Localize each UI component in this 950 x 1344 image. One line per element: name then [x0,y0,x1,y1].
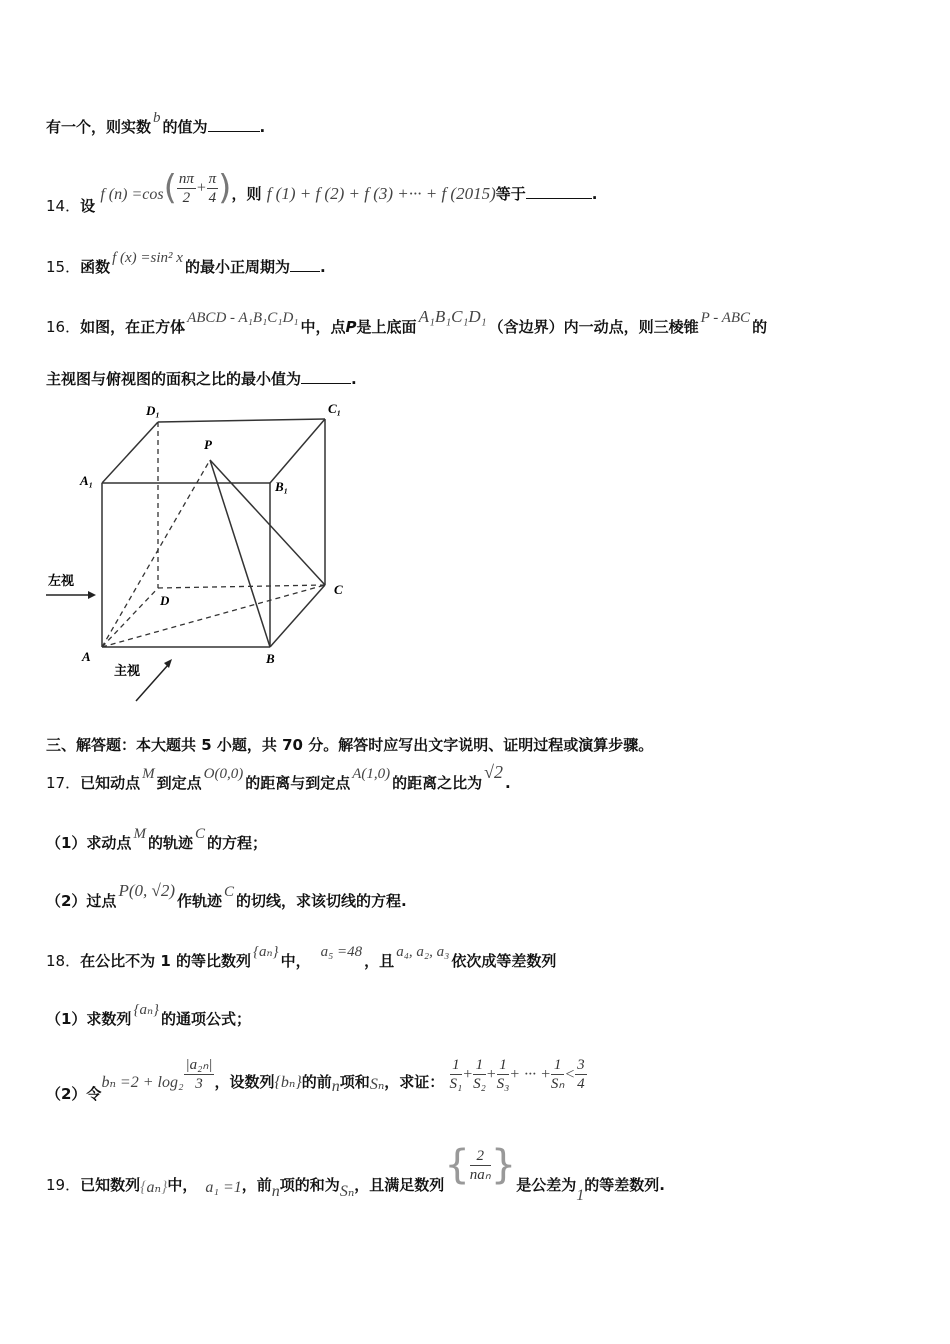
brace-open: { [444,1142,470,1188]
part-label: （2）过点 [46,892,117,910]
brace-close: } [490,1142,517,1188]
formula-a1: a₁ =1 [205,1178,242,1196]
formula-terms: a₄, a₂, a₃ [396,944,450,960]
question-18-part1 [46,1002,910,1029]
fraction-3-4 [575,1056,587,1093]
q18-text: 依次成等差数列 [451,952,557,970]
frac-top: 1 [473,1056,486,1075]
point-O: O(0,0) [203,766,244,782]
edge-PA [102,460,210,647]
front-view-arrow [136,665,168,701]
q19-text: 是公差为 [516,1175,577,1194]
question-number: 19． [46,1175,81,1194]
var-n: n [331,1078,340,1095]
question-19 [46,1142,910,1204]
q14-lead: 设 [80,196,96,215]
frac-bot: S₃ [496,1076,510,1092]
frac-bot: 4 [208,189,217,206]
label-front-view: 主视 [114,664,141,679]
q17-text: 的距离之比为 [392,774,483,792]
arrow-head-icon [164,659,172,668]
part-text: 的通项公式； [161,1010,252,1028]
point-P: P(0, √2) [118,881,175,900]
plus-sign: + [485,1066,497,1083]
q16-text: 的 [752,318,768,336]
question-14 [46,168,910,215]
question-number: 18． [46,952,81,970]
question-17-part1 [46,826,910,853]
period: . [259,118,266,136]
part-text: ，设数列 [214,1073,275,1091]
formula-sin2: f (x) =sin² x [112,250,183,266]
formula-face: A₁B₁C₁D₁ [418,307,487,326]
frac-top: 1 [497,1056,510,1075]
question-16-line2 [46,368,910,389]
period: . [351,370,357,388]
period: . [505,774,511,792]
q15-lead: 函数 [80,258,111,276]
less-than: < [564,1066,576,1083]
q19-text: 已知数列 [80,1175,141,1194]
var-n: n [271,1182,280,1200]
label-B: B [266,651,275,666]
var-C: C [224,884,235,900]
answer-blank[interactable] [290,258,320,272]
brace-open: { [140,1178,147,1196]
frac-top: nπ [178,170,194,187]
formula-cube: ABCD - A₁B₁C₁D₁ [187,310,299,326]
question-18-part2 [46,1056,910,1106]
question-number: 14． [46,196,81,215]
part-text: ，求证： [384,1073,445,1091]
edge-B1C1 [270,419,325,483]
fraction-pi-4 [207,170,219,207]
seq-a: {aₙ} [252,944,279,960]
part-text: 的轨迹 [147,834,193,852]
fraction-npi-2 [177,170,196,207]
formula-sum: f (1) + f (2) + f (3) +··· + f (2015) [266,183,496,203]
label-D1: D₁ [146,403,160,418]
edge-DC [158,585,325,588]
plus-sign: + [462,1066,474,1083]
period: . [591,184,598,203]
q15-tail: 的最小正周期为 [184,258,290,276]
plus-sign: + [195,179,207,197]
fraction-1-S1 [450,1056,463,1093]
var-b: b [153,110,161,126]
q19-text: 的等差数列. [584,1175,665,1194]
q16-text: 中，点 [300,318,346,336]
answer-blank[interactable] [208,118,260,132]
q19-text: 项的和为 [279,1175,340,1194]
question-number: 15． [46,258,81,276]
label-B1: B₁ [275,479,289,494]
left-paren: ( [163,168,177,208]
var-S: Sₙ [369,1076,385,1093]
part-label: （1）求动点 [46,834,132,852]
label-A1: A₁ [80,473,94,488]
var-S: Sₙ [339,1182,355,1200]
frac-top: π [208,170,217,187]
q17-text: 的距离与到定点 [245,774,351,792]
q16-text: 主视图与俯视图的面积之比的最小值为 [46,370,302,388]
frac-top: 3 [577,1057,585,1073]
period: . [319,258,326,276]
edge-D1C1 [158,419,325,422]
part-text: 作轨迹 [176,892,222,910]
part-text: 的方程； [206,834,267,852]
common-difference: 1 [576,1186,585,1204]
frac-bot: S₂ [473,1076,486,1092]
frac-top: 1 [551,1056,564,1075]
label-P: P [204,437,212,452]
q18-text: 中， [280,952,311,970]
fraction-2-nan [470,1147,491,1184]
answer-blank[interactable] [526,185,592,199]
question-18 [46,944,910,971]
part-text: 的切线，求该切线的方程. [236,892,407,910]
formula-a5: a₅ =48 [320,944,363,960]
q18-text: 在公比不为 1 的等比数列 [80,952,251,970]
label-A: A [82,649,91,664]
label-C1: C₁ [328,401,342,416]
edge-AC [102,585,325,647]
q14-mid: ，则 [231,184,262,203]
question-16 [46,307,910,337]
section-3-heading [46,734,910,755]
frac-bot: S₁ [449,1076,463,1092]
dots: + ··· + [509,1066,551,1083]
section-heading-text: 三、解答题：本大题共 5 小题，共 70 分。解答时应写出文字说明、证明过程或演算步骤。 [46,736,654,754]
frac-bot: 2 [182,189,191,206]
frac-top: 1 [450,1056,463,1075]
question-number: 16． [46,318,81,336]
var-M: M [133,826,146,842]
q17-text: 到定点 [156,774,202,792]
q18-text: ，且 [364,952,395,970]
formula-pyramid: P - ABC [700,310,751,326]
formula-b: bₙ =2 + log₂ [101,1074,184,1091]
question-17 [46,762,910,793]
edge-BC [270,585,325,647]
seq-a: {aₙ} [133,1002,160,1018]
arrow-head-icon [88,591,96,599]
var-C: C [194,826,205,842]
label-C: C [334,582,343,597]
brace-close: } [161,1178,168,1196]
var-M: M [142,766,155,782]
question-number: 17． [46,774,81,792]
right-paren: ) [218,168,232,208]
answer-blank[interactable] [301,370,351,384]
question-15 [46,250,910,277]
q13-text: 有一个，则实数 [46,118,152,136]
q19-text: ，且满足数列 [354,1175,445,1194]
edge-PB [210,460,270,647]
seq-a: aₙ [146,1178,161,1196]
question-17-part2 [46,881,910,911]
point-A: A(1,0) [352,766,391,782]
seq-b: {bₙ} [274,1074,302,1091]
fraction-1-S2 [473,1056,486,1093]
q14-tail: 等于 [495,184,526,203]
q19-text: 中， [167,1175,198,1194]
formula-f-n: f (n) =cos [100,185,164,203]
frac-bot: Sₙ [550,1076,565,1092]
ratio-sqrt2: √2 [484,762,504,782]
frac-top: 2 [470,1147,491,1166]
fraction-1-Sn [551,1056,564,1093]
fraction-a2n-3 [184,1056,215,1093]
edge-PC [210,460,325,585]
q13-text2: 的值为 [162,118,208,136]
part-text: 的前 [301,1073,332,1091]
q16-text: 如图，在正方体 [80,318,186,336]
part-label: （1）求数列 [46,1010,132,1028]
edge-A1D1 [102,422,158,483]
cube-figure [40,395,370,705]
edge-AD [102,588,158,647]
label-D: D [160,593,170,608]
frac-bot: 3 [195,1076,203,1092]
q16-text: （含边界）内一动点，则三棱锥 [488,318,699,336]
label-left-view: 左视 [48,574,75,589]
q16-text: 是上底面 [356,318,417,336]
frac-bot: 4 [577,1076,585,1092]
q19-text: ，前 [241,1175,272,1194]
fraction-1-S3 [497,1056,510,1093]
q13-tail [46,110,910,137]
frac-top: |a₂ₙ| [185,1057,213,1073]
frac-bot: naₙ [469,1166,491,1183]
var-p: P [345,318,357,336]
q17-text: 已知动点 [80,774,141,792]
part-label: （2）令 [46,1085,102,1103]
part-text: 项和 [339,1073,370,1091]
